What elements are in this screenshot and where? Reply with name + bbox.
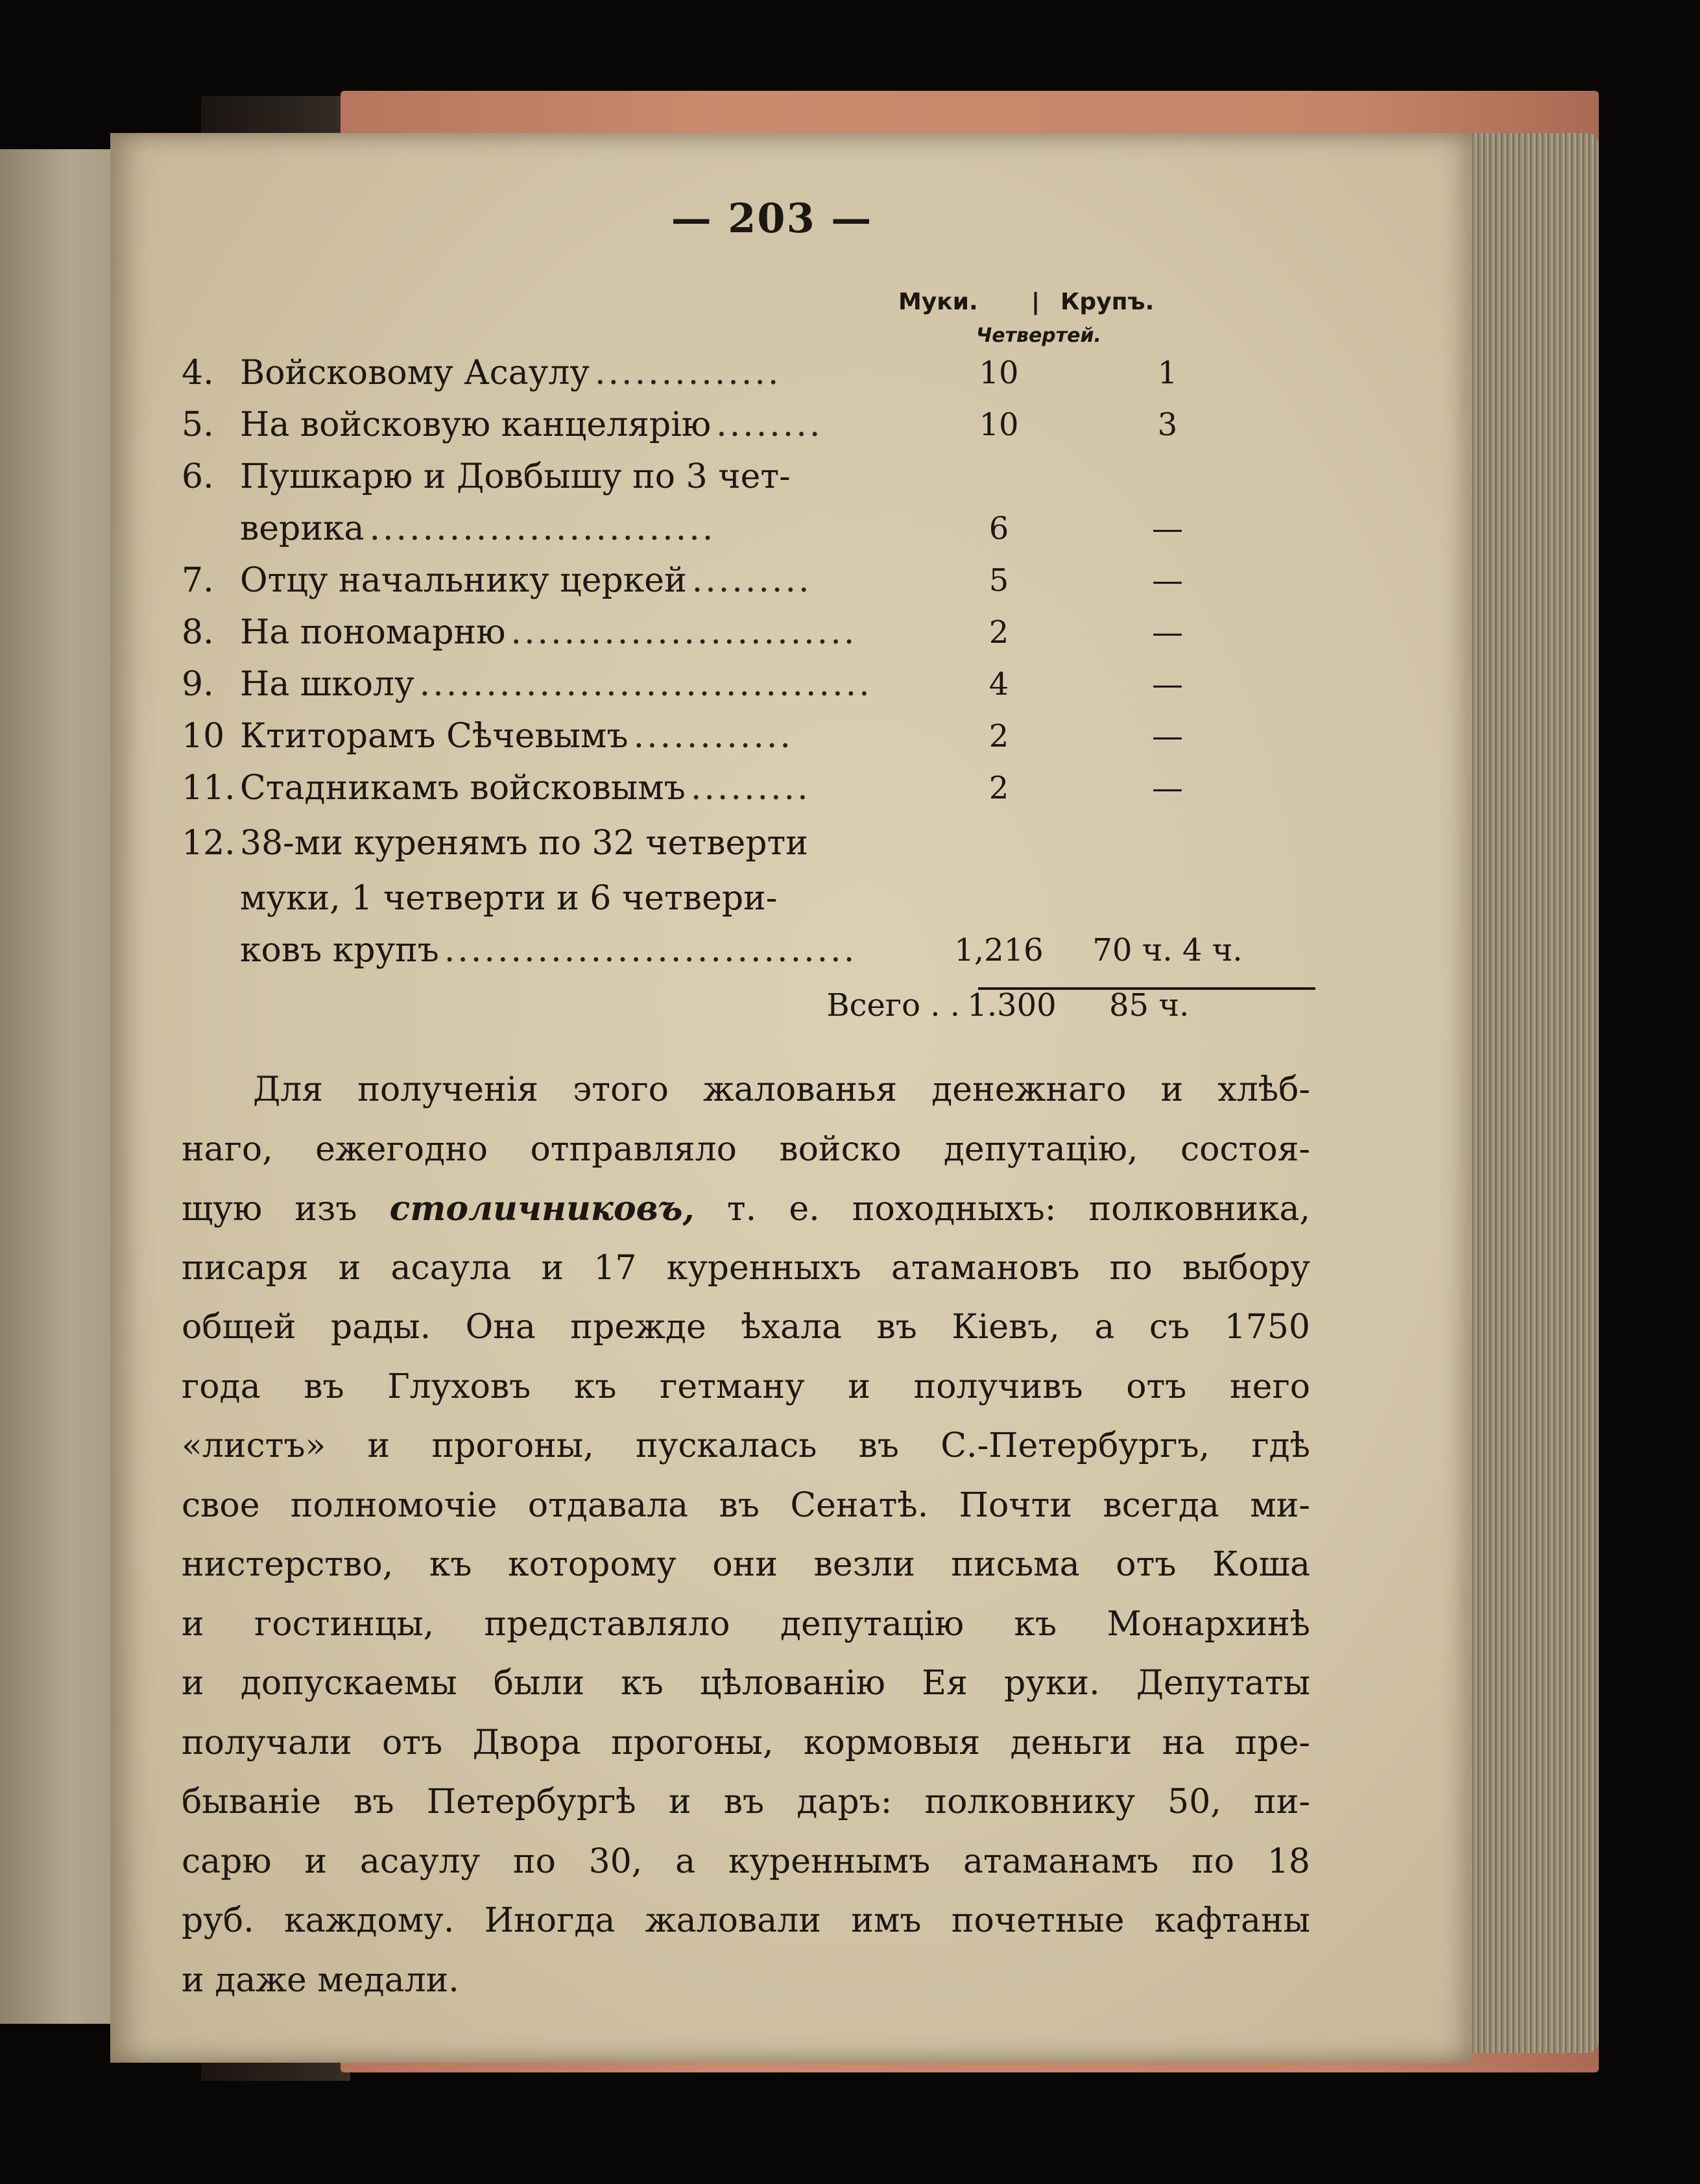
paragraph-line: года въ Глуховъ къ гетману и получивъ отъ него — [182, 1367, 1310, 1406]
row-groats-value: 3 — [1157, 407, 1178, 443]
row-label: На войсковую канцелярію — [240, 405, 712, 444]
row-leader-dots: .............. — [595, 354, 782, 392]
total-groats-value: 85 ч. — [1109, 987, 1190, 1024]
table-row — [110, 606, 1472, 658]
row-text — [240, 555, 996, 606]
row-label: Стадникамъ войсковымъ — [240, 769, 686, 808]
row-label: муки, 1 четверти и 6 четвери- — [240, 879, 778, 918]
row-label: верика — [240, 509, 365, 548]
paragraph-line — [182, 1179, 1310, 1239]
page-number: — 203 — — [671, 195, 873, 242]
row-groats-value: — — [1152, 718, 1183, 754]
row-text — [240, 658, 996, 710]
row-number: 8. — [182, 613, 214, 652]
row-leader-dots: ........ — [716, 405, 823, 444]
row-flour-value: 1,216 — [954, 932, 1044, 968]
paragraph-line: «листъ» и прогоны, пускалась въ С.-Петербургъ, гдѣ — [182, 1426, 1310, 1465]
row-text — [240, 710, 996, 762]
row-flour-value: 10 — [979, 407, 1019, 443]
paragraph-line: сарю и асаулу по 30, а куреннымъ атаманамъ по 18 — [182, 1842, 1310, 1881]
row-leader-dots: .......................... — [369, 509, 716, 548]
body-paragraph — [182, 1061, 1310, 2010]
row-groats-value: — — [1152, 666, 1183, 702]
row-groats-value: — — [1152, 562, 1183, 599]
book-page — [110, 133, 1472, 2063]
column-header-unit: Четвертей. — [976, 324, 1101, 347]
table-row — [110, 762, 1472, 814]
table-row — [110, 817, 1472, 869]
paragraph-line: Для полученія этого жалованья денежнаго и хлѣб- — [253, 1070, 1310, 1109]
paragraph-line: руб. каждому. Иногда жаловали имъ почетные кафтаны — [182, 1901, 1310, 1940]
table-row — [110, 451, 1472, 503]
row-flour-value: 4 — [988, 666, 1009, 702]
row-flour-value: 2 — [988, 718, 1009, 754]
paragraph-fragment: щую изъ — [182, 1190, 357, 1229]
row-text — [240, 606, 996, 658]
paragraph-fragment: т. е. походныхъ: полковника, — [726, 1190, 1311, 1229]
table-row — [110, 555, 1472, 606]
row-flour-value: 5 — [988, 562, 1009, 599]
row-leader-dots: ......... — [690, 769, 811, 808]
paragraph-line: писаря и асаула и 17 куренныхъ атамановъ по выбору — [182, 1248, 1310, 1288]
row-flour-value: 6 — [988, 510, 1009, 547]
column-header-groats: Крупъ. — [1060, 289, 1155, 315]
paragraph-line: и даже медали. — [182, 1960, 459, 2000]
row-leader-dots: ............ — [633, 717, 793, 756]
paragraph-line: наго, ежегодно отправляло войско депутацію, состоя- — [182, 1129, 1310, 1169]
column-header-flour: Муки. — [898, 289, 978, 315]
row-text — [240, 451, 996, 503]
table-row — [110, 710, 1472, 762]
table-row — [110, 347, 1472, 399]
row-flour-value: 2 — [988, 770, 1009, 806]
row-leader-dots: .......................... — [510, 613, 857, 652]
table-row — [110, 872, 1472, 924]
row-groats-value: — — [1152, 770, 1183, 806]
row-label: На школу — [240, 665, 414, 704]
page-block-edges — [1463, 133, 1599, 2053]
column-header-separator: | — [1031, 289, 1040, 315]
table-row — [110, 399, 1472, 451]
paragraph-line: бываніе въ Петербургѣ и въ даръ: полковнику 50, пи- — [182, 1782, 1310, 1821]
total-label: Всего . . — [826, 987, 960, 1024]
total-flour-value: 1.300 — [967, 987, 1057, 1024]
row-text — [240, 762, 996, 814]
row-leader-dots: ......... — [691, 561, 812, 600]
row-groats-value: — — [1152, 510, 1183, 547]
row-number: 6. — [182, 457, 214, 496]
left-page-edge — [0, 149, 117, 2024]
row-number: 10 — [182, 717, 225, 756]
row-label: Отцу начальнику церкей — [240, 561, 687, 600]
row-groats-value: 1 — [1157, 355, 1178, 391]
row-groats-value: — — [1152, 614, 1183, 651]
row-number: 4. — [182, 354, 214, 392]
row-leader-dots: ............................... — [444, 931, 857, 970]
table-row — [110, 658, 1472, 710]
row-text — [240, 872, 996, 924]
row-flour-value: 10 — [979, 355, 1019, 391]
paragraph-line: и гостинцы, представляло депутацію къ Монархинѣ — [182, 1604, 1310, 1644]
row-text — [240, 347, 996, 399]
row-number: 9. — [182, 665, 214, 704]
row-number: 11. — [182, 769, 235, 808]
emphasis-term: столичниковъ, — [389, 1189, 695, 1229]
row-label: Ктиторамъ Сѣчевымъ — [240, 717, 629, 756]
row-label: Пушкарю и Довбышу по 3 чет- — [240, 457, 791, 496]
row-text — [240, 817, 996, 869]
row-groats-value: 70 ч. 4 ч. — [1092, 932, 1243, 968]
row-label: На пономарню — [240, 613, 506, 652]
paragraph-line: получали отъ Двора прогоны, кормовыя деньги на пре- — [182, 1723, 1310, 1762]
row-number: 5. — [182, 405, 214, 444]
paragraph-line: и допускаемы были къ цѣлованію Ея руки. Депутаты — [182, 1664, 1310, 1703]
row-number: 7. — [182, 561, 214, 600]
row-leader-dots: .................................. — [419, 665, 872, 704]
row-label: Войсковому Асаулу — [240, 354, 590, 392]
row-label: ковъ крупъ — [240, 931, 439, 970]
paragraph-line: нистерство, къ которому они везли письма отъ Коша — [182, 1545, 1310, 1584]
row-text — [240, 924, 996, 976]
row-number: 12. — [182, 824, 235, 863]
row-flour-value: 2 — [988, 614, 1009, 651]
paragraph-line: свое полномочіе отдавала въ Сенатѣ. Почти всегда ми- — [182, 1485, 1310, 1525]
row-label: 38-ми куренямъ по 32 четверти — [240, 824, 808, 863]
paragraph-line: общей рады. Она прежде ѣхала въ Кіевъ, а съ 1750 — [182, 1308, 1310, 1347]
row-text — [240, 503, 996, 555]
table-row — [110, 924, 1472, 976]
row-text — [240, 399, 996, 451]
table-row — [110, 503, 1472, 555]
